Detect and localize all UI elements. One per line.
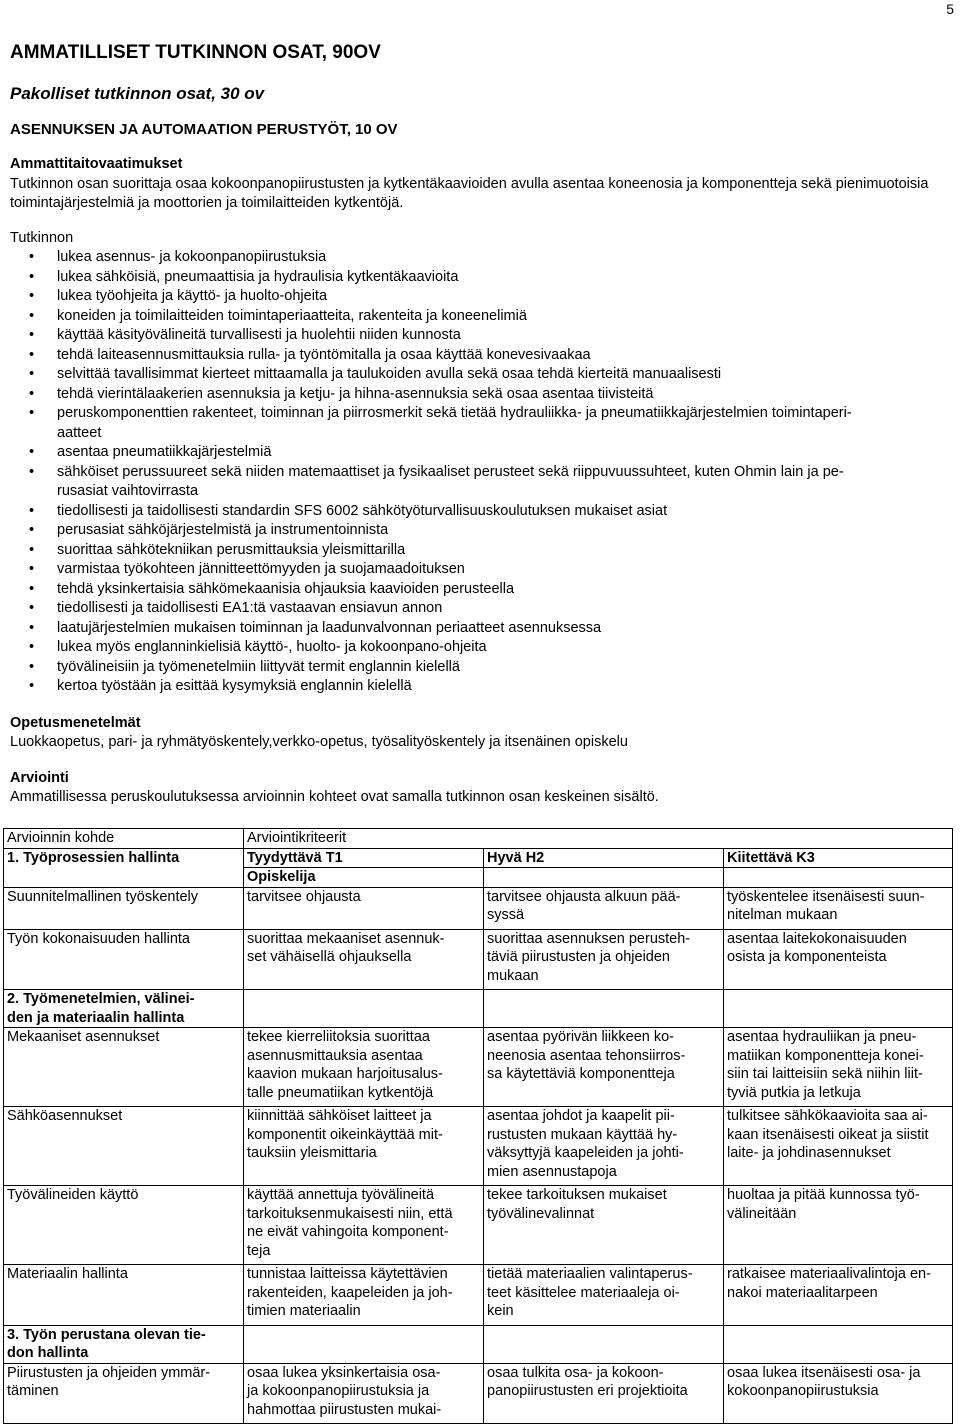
list-item xyxy=(10,248,950,268)
table-cell: asentaa hydrauliikan ja pneu- matiikan komponentteja konei- siin tai laitteisiin sekä niihin liit- tyviä putkia ja letkuja xyxy=(724,1028,953,1107)
empty-cell xyxy=(484,990,724,1028)
ammattitaito-text: Tutkinnon osan suorittaja osaa kokoonpanopiirustusten ja kytkentäkaavioiden avulla asentaa koneenosia ja komponentteja sekä pienimuotoisia toimintajärjestelmiä ja moottorien ja toimilaitteiden kytkentöjä. xyxy=(10,175,929,211)
list-item-text: kertoa työstään ja esittää kysymyksiä englannin kielellä xyxy=(57,678,412,694)
table-row xyxy=(4,1186,953,1265)
list-item xyxy=(10,599,950,619)
arviointi-text: Ammatillisessa peruskoulutuksessa arvioinnin kohteet ovat samalla tutkinnon osan keskeinen sisältö. xyxy=(10,789,659,805)
bullet-icon: • xyxy=(29,522,35,538)
table-row xyxy=(4,1265,953,1326)
table-cell: tietää materiaalien valintaperus- teet käsittelee materiaaleja oi- kein xyxy=(484,1265,724,1326)
list-item xyxy=(10,268,950,288)
table-cell: Työn kokonaisuuden hallinta xyxy=(4,929,244,990)
table-cell: huoltaa ja pitää kunnossa työ- välineitään xyxy=(724,1186,953,1265)
list-item xyxy=(10,385,950,405)
list-item xyxy=(10,502,950,522)
table-cell: tekee kierreliitoksia suorittaa asennusmittauksia asentaa kaavion mukaan harjoitusalus- talle pneumatiikan kytkentöjä xyxy=(244,1028,484,1107)
opiskelija-label: Opiskelija xyxy=(244,868,484,888)
list-item xyxy=(10,326,950,346)
tutkinnon-section xyxy=(10,229,950,697)
header-kohde: Arvioinnin kohde xyxy=(4,829,244,849)
table-cell: asentaa laitekokonaisuuden osista ja komponenteista xyxy=(724,929,953,990)
table-cell: käyttää annettuja työvälineitä tarkoituksenmukaisesti niin, että ne eivät vahingoita komponent- teja xyxy=(244,1186,484,1265)
table-cell: osaa lukea yksinkertaisia osa- ja kokoonpanopiirustuksia ja hahmottaa piirustusten mukai- xyxy=(244,1363,484,1424)
list-item-text: selvittää tavallisimmat kierteet mittaamalla ja taulukoiden avulla sekä osaa tehdä kierteitä manuaalisesti xyxy=(57,366,722,382)
list-item-text: koneiden ja toimilaitteiden toimintaperiaatteita, rakenteita ja koneenelimiä xyxy=(57,307,527,324)
list-item-text: lukea työohjeita ja käyttö- ja huolto-ohjeita xyxy=(57,288,328,304)
bullet-icon: • xyxy=(29,600,35,616)
bullet-icon: • xyxy=(29,639,35,655)
section-heading: 2. Työmenetelmien, välinei- den ja materiaalin hallinta xyxy=(4,990,244,1028)
list-item-text: suorittaa sähkötekniikan perusmittauksia yleismittarilla xyxy=(57,541,406,558)
bullet-icon: • xyxy=(29,366,35,382)
table-cell: Piirustusten ja ohjeiden ymmär- täminen xyxy=(4,1363,244,1424)
list-item xyxy=(10,580,950,600)
section-row xyxy=(4,990,953,1028)
table-cell: tarvitsee ohjausta xyxy=(244,887,484,929)
table-cell: kiinnittää sähköiset laitteet ja komponentit oikeinkäyttää mit- tauksiin yleismittaria xyxy=(244,1107,484,1186)
list-item-text: perusasiat sähköjärjestelmistä ja instrumentoinnista xyxy=(57,522,389,538)
list-item-text: lukea asennus- ja kokoonpanopiirustuksia xyxy=(57,249,327,265)
list-item xyxy=(10,619,950,639)
list-item xyxy=(10,658,950,678)
section-heading: 3. Työn perustana olevan tie- don hallinta xyxy=(4,1325,244,1363)
grade-h2: Hyvä H2 xyxy=(484,848,724,868)
list-item xyxy=(10,541,950,561)
table-cell: suorittaa mekaaniset asennuk- set vähäisellä ohjauksella xyxy=(244,929,484,990)
list-item-text: tehdä yksinkertaisia sähkömekaanisia ohjauksia kaavioiden perusteella xyxy=(57,580,515,597)
table-row xyxy=(4,1363,953,1424)
table-cell: Sähköasennukset xyxy=(4,1107,244,1186)
table-cell: tunnistaa laitteissa käytettävien rakenteiden, kaapeleiden ja joh- timien materiaalin xyxy=(244,1265,484,1326)
empty-cell xyxy=(244,1325,484,1363)
list-item-text: sähköiset perussuureet sekä niiden matemaattiset ja fysikaaliset perusteet sekä riippuvuussuhteet, kuten Ohmin lain ja pe- rusasiat vaihtovirrasta xyxy=(57,463,844,499)
empty-cell xyxy=(724,1325,953,1363)
list-item-text: lukea myös englanninkielisiä käyttö-, huolto- ja kokoonpano-ohjeita xyxy=(57,639,487,655)
table-cell: tulkitsee sähkökaavioita saa ai- kaan itsenäisesti oikeat ja siistit laite- ja johdinasennukset xyxy=(724,1107,953,1186)
table-cell: ratkaisee materiaalivalintoja en- nakoi materiaalitarpeen xyxy=(724,1265,953,1326)
opetus-heading: Opetusmenetelmät xyxy=(10,714,141,731)
bullet-icon: • xyxy=(29,658,35,675)
arviointi-heading: Arviointi xyxy=(10,769,69,786)
list-item xyxy=(10,521,950,541)
table-row xyxy=(4,929,953,990)
page-number: 5 xyxy=(946,1,954,17)
ammattitaito-heading: Ammattitaitovaatimukset xyxy=(10,156,183,172)
list-item xyxy=(10,560,950,580)
bullet-icon: • xyxy=(29,405,35,421)
bullet-icon: • xyxy=(29,502,35,519)
bullet-icon: • xyxy=(29,307,35,324)
opetus-section xyxy=(10,714,950,753)
table-row xyxy=(4,1028,953,1107)
list-item xyxy=(10,443,950,463)
bullet-icon: • xyxy=(29,385,35,402)
assessment-table xyxy=(3,828,953,1424)
list-item xyxy=(10,287,950,307)
bullet-icon: • xyxy=(29,444,35,460)
bullet-icon: • xyxy=(29,346,35,363)
table-cell: suorittaa asennuksen perusteh- täviä piirustusten ja ohjeiden mukaan xyxy=(484,929,724,990)
list-item xyxy=(10,404,950,443)
list-item xyxy=(10,677,950,697)
bullet-icon: • xyxy=(29,288,35,304)
table-cell: Mekaaniset asennukset xyxy=(4,1028,244,1107)
list-item xyxy=(10,365,950,385)
table-row xyxy=(4,1107,953,1186)
list-item-text: varmistaa työkohteen jännitteettömyyden ja suojamaadoituksen xyxy=(57,561,465,577)
section-1-heading: 1. Työprosessien hallinta xyxy=(4,848,244,887)
table-cell: osaa lukea itsenäisesti osa- ja kokoonpanopiirustuksia xyxy=(724,1363,953,1424)
list-item-text: käyttää käsityövälineitä turvallisesti ja huolehtii niiden kunnosta xyxy=(57,327,461,343)
list-item xyxy=(10,307,950,327)
bullet-icon: • xyxy=(29,561,35,577)
list-item xyxy=(10,463,950,502)
list-item-text: tiedollisesti ja taidollisesti standardin SFS 6002 sähkötyöturvallisuuskoulutuksen mukaiset asiat xyxy=(57,502,668,519)
grade-t1: Tyydyttävä T1 xyxy=(244,848,484,868)
bullet-icon: • xyxy=(29,268,35,285)
empty-cell xyxy=(724,990,953,1028)
table-header-row xyxy=(4,829,953,849)
table-cell: työskentelee itsenäisesti suun- nitelman mukaan xyxy=(724,887,953,929)
page-title: AMMATILLISET TUTKINNON OSAT, 90OV xyxy=(10,42,381,63)
list-item-text: tehdä vierintälaakerien asennuksia ja ketju- ja hihna-asennuksia sekä osaa asentaa tiivisteitä xyxy=(57,385,654,402)
bullet-icon: • xyxy=(29,619,35,636)
bullet-icon: • xyxy=(29,541,35,558)
section-subtitle: Pakolliset tutkinnon osat, 30 ov xyxy=(10,84,265,103)
arviointi-section xyxy=(10,769,950,808)
table-cell: Suunnitelmallinen työskentely xyxy=(4,887,244,929)
bullet-icon: • xyxy=(29,463,35,480)
list-item-text: lukea sähköisiä, pneumaattisia ja hydraulisia kytkentäkaavioita xyxy=(57,268,459,285)
document-body xyxy=(10,40,950,808)
tutkinnon-label: Tutkinnon xyxy=(10,229,74,246)
table-row xyxy=(4,887,953,929)
skills-list xyxy=(10,248,950,697)
bullet-icon: • xyxy=(29,678,35,694)
list-item-text: työvälineisiin ja työmenetelmiin liittyvät termit englannin kielellä xyxy=(57,658,460,675)
table-cell: Työvälineiden käyttö xyxy=(4,1186,244,1265)
list-item-text: asentaa pneumatiikkajärjestelmiä xyxy=(57,444,272,460)
section-row xyxy=(4,1325,953,1363)
list-item xyxy=(10,638,950,658)
list-item-text: laatujärjestelmien mukaisen toiminnan ja laadunvalvonnan periaatteet asennuksessa xyxy=(57,619,602,636)
empty-cell xyxy=(484,868,724,888)
opetus-text: Luokkaopetus, pari- ja ryhmätyöskentely,verkko-opetus, työsalityöskentely ja itsenäinen opiskelu xyxy=(10,734,628,750)
empty-cell xyxy=(244,990,484,1028)
table-cell: osaa tulkita osa- ja kokoon- panopiirustusten eri projektioita xyxy=(484,1363,724,1424)
table-cell: tekee tarkoituksen mukaiset työvälinevalinnat xyxy=(484,1186,724,1265)
table-cell: asentaa pyörivän liikkeen ko- neenosia asentaa tehonsiirros- sa käytettäviä komponentteja xyxy=(484,1028,724,1107)
bullet-icon: • xyxy=(29,249,35,265)
list-item-text: peruskomponenttien rakenteet, toiminnan ja piirrosmerkit sekä tietää hydrauliikka- ja pneumatiikkajärjestelmien toimintaperi- aatteet xyxy=(57,405,852,441)
header-kriteerit: Arviointikriteerit xyxy=(244,829,953,849)
table-cell: asentaa johdot ja kaapelit pii- rustusten mukaan käyttää hy- väksyttyjä kaapeleiden ja johti- mien asennustapoja xyxy=(484,1107,724,1186)
list-item xyxy=(10,346,950,366)
grade-k3: Kiitettävä K3 xyxy=(724,848,953,868)
bullet-icon: • xyxy=(29,327,35,343)
list-item-text: tiedollisesti ja taidollisesti EA1:tä vastaavan ensiavun annon xyxy=(57,600,443,616)
table-grade-row xyxy=(4,848,953,868)
ammattitaito-section xyxy=(10,155,950,214)
list-item-text: tehdä laiteasennusmittauksia rulla- ja työntömitalla ja osaa käyttää konevesivaakaa xyxy=(57,346,591,363)
unit-title: ASENNUKSEN JA AUTOMAATION PERUSTYÖT, 10 OV xyxy=(10,121,398,138)
bullet-icon: • xyxy=(29,580,35,597)
table-cell: Materiaalin hallinta xyxy=(4,1265,244,1326)
empty-cell xyxy=(724,868,953,888)
table-cell: tarvitsee ohjausta alkuun pää- syssä xyxy=(484,887,724,929)
empty-cell xyxy=(484,1325,724,1363)
